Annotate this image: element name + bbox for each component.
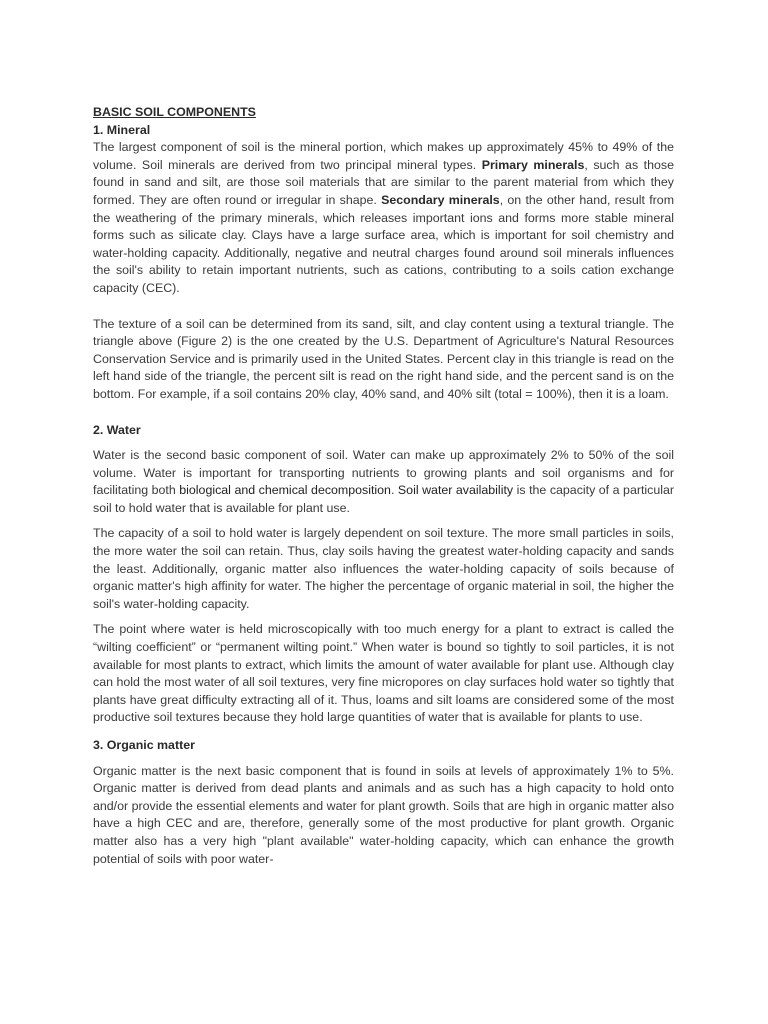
text-run: , on the other hand, result from the weathering of the primary minerals, which releases important ions and forms more stable mineral forms such as silicate clay. Clays have a large surface area, which is important for soil chemistry and water-holding capacity. Additionally, negative and neutral charges found around soil minerals influences the soil's ability to retain important nutrients, such as cations, contributing to a soils cation exchange capacity (CEC). [93,192,675,295]
text-run: is the capacity of a particular soil to hold water that is available for plant use. [93,483,675,515]
text-run: The largest component of soil is the mineral portion, which makes up approximately 45% to 49% of the volume. Soil minerals are derived from two principal mineral types. [93,140,674,172]
text-run: , such as those found in sand and silt, are those soil materials that are similar to the parent material from which they formed. They are often round or irregular in shape. [93,157,674,207]
water-paragraph-3: The point where water is held microscopically with too much energy for a plant to extract is called the “wilting coefficient” or “permanent wilting point.” When water is bound so tightly to soil particles, it is not available for most plants to extract, which limits the amount of water available for plant use. Although clay can hold the most water of all soil textures, very fine micropores on clay surfaces hold water so tightly that plants have great difficulty extracting all of it. Thus, loams and silt loams are considered some of the most productive soil textures because they hold large quantities of water that is available for plants to use. [93,622,674,725]
organic-matter-heading: 3. Organic matter [93,738,195,752]
text-run: Water is the second basic component of soil. Water can make up approximately 2% to 50% of the soil volume. Water is important for transporting nutrients to growing plants and soil organisms and for facilitating both [93,448,674,498]
organic-matter-paragraph-1: Organic matter is the next basic component that is found in soils at levels of approximately 1% to 5%. Organic matter is derived from dead plants and animals and as such has a high capacity to hold onto and/or provide the essential elements and water for plant growth. Soils that are high in organic matter also have a high CEC and are, therefore, generally some of the most productive for plant growth. Organic matter also has a very high "plant available" water-holding capacity, which can enhance the growth potential of soils with poor water- [93,763,674,866]
water-paragraph-1 [93,447,674,517]
mineral-paragraph-2: The texture of a soil can be determined from its sand, silt, and clay content using a textural triangle. The triangle above (Figure 2) is the one created by the U.S. Department of Agriculture's Natural Resources Conservation Service and is primarily used in the United States. Percent clay in this triangle is read on the left hand side of the triangle, the percent silt is read on the right hand side, and the percent sand is on the bottom. For example, if a soil contains 20% clay, 40% sand, and 40% silt (total = 100%), then it is a loam. [93,316,674,401]
mineral-paragraph-1 [93,139,674,297]
water-paragraph-2: The capacity of a soil to hold water is largely dependent on soil texture. The more small particles in soils, the more water the soil can retain. Thus, clay soils having the greatest water-holding capacity and sands the least. Additionally, organic matter also influences the water-holding capacity of soils because of organic matter's high affinity for water. The higher the percentage of organic material in soil, the higher the soil's water-holding capacity. [93,526,674,611]
term-secondary-minerals: Secondary minerals [381,192,500,207]
link-decomposition[interactable]: biological and chemical decomposition [179,483,391,498]
text-run: . [390,483,398,498]
water-heading: 2. Water [93,422,141,437]
mineral-heading: 1. Mineral [93,122,151,137]
term-primary-minerals: Primary minerals [481,157,585,172]
link-soil-water-availability[interactable]: Soil water availability [397,483,514,498]
document-page [93,104,674,868]
document-title: BASIC SOIL COMPONENTS [93,105,256,119]
